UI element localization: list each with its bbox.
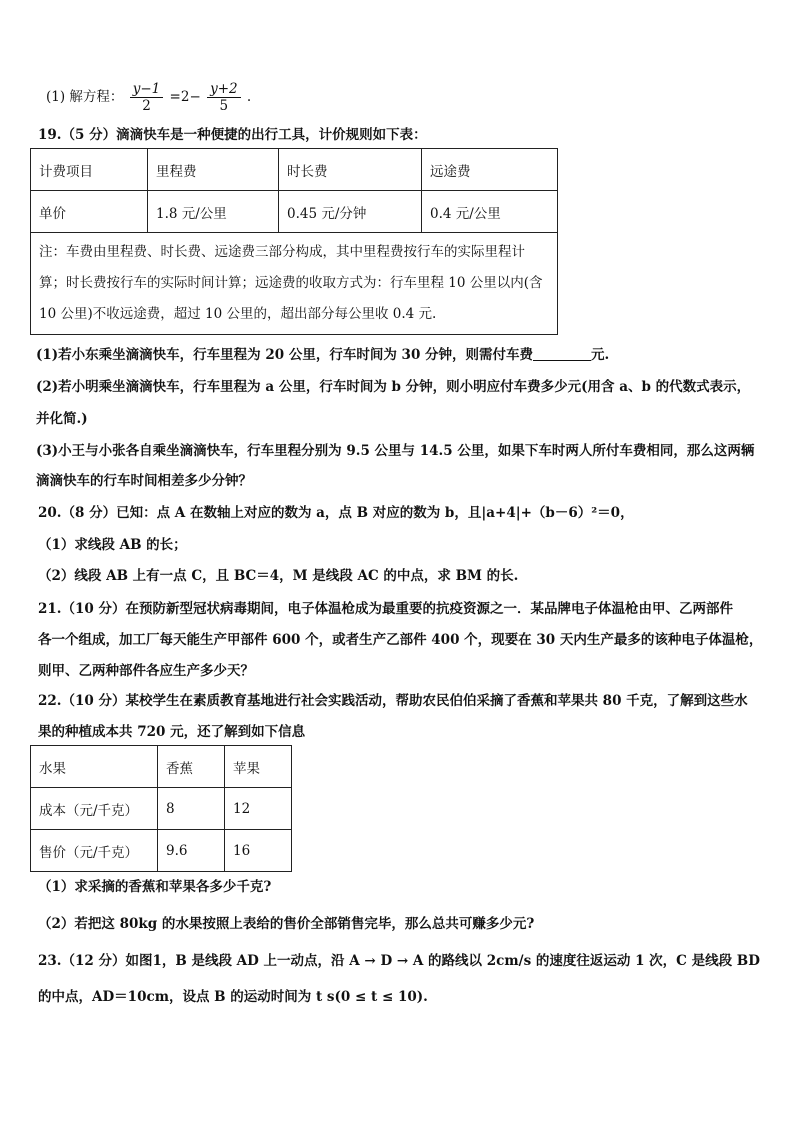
q21-line1: 21.（10 分）在预防新型冠状病毒期间，电子体温枪成为最重要的抗疫资源之一．某品牌电子体温枪由甲、乙两部件	[38, 601, 733, 617]
q19-intro: 19.（5 分）滴滴快车是一种便捷的出行工具，计价规则如下表：	[38, 127, 427, 143]
table-cell: 水果	[31, 746, 158, 788]
table-cell: 时长费	[279, 149, 422, 191]
table-cell: 里程费	[148, 149, 279, 191]
q23-line2: 的中点，AD＝10cm，设点 B 的运动时间为 t s(0 ≤ t ≤ 10).	[38, 989, 428, 1005]
q19-part3-line1: (3)小王与小张各自乘坐滴滴快车，行车里程分别为 9.5 公里与 14.5 公里，如果下车时两人所付车费相同，那么这两辆	[36, 443, 755, 459]
q22-line2: 果的种植成本共 720 元，还了解到如下信息	[38, 724, 306, 740]
q19-part2-line2: 并化简.)	[36, 411, 88, 427]
table-row	[31, 830, 292, 872]
fruit-table	[30, 745, 292, 872]
fraction-left: $\frac{y-1}{2}$	[130, 81, 164, 114]
table-cell: 香蕉	[158, 746, 225, 788]
q23-line1: 23.（12 分）如图1，B 是线段 AD 上一动点，沿 A → D → A 的路线以 2cm/s 的速度往返运动 1 次，C 是线段 BD	[38, 953, 760, 969]
q20-intro: 20.（8 分）已知：点 A 在数轴上对应的数为 a，点 B 对应的数为 b，且|a+4|+（b－6）²＝0，	[38, 505, 634, 521]
table-cell: 远途费	[422, 149, 558, 191]
q18-label: (1) 解方程：	[46, 89, 124, 105]
q19-part1: (1)若小东乘坐滴滴快车，行车里程为 20 公里，行车时间为 30 分钟，则需付车费 元.	[36, 347, 610, 363]
q20-part1: （1）求线段 AB 的长；	[38, 537, 187, 553]
table-row	[31, 233, 558, 335]
table-cell: 0.45 元/分钟	[279, 191, 422, 233]
q19-part2-line1: (2)若小明乘坐滴滴快车，行车里程为 a 公里，行车时间为 b 分钟，则小明应付车费多少元(用含 a、b 的代数式表示，	[36, 379, 751, 395]
table-cell: 成本（元/千克）	[31, 788, 158, 830]
table-row	[31, 149, 558, 191]
table-cell: 苹果	[225, 746, 292, 788]
q22-part2: （2）若把这 80kg 的水果按照上表给的售价全部销售完毕，那么总共可赚多少元?	[38, 916, 535, 932]
q22-line1: 22.（10 分）某校学生在素质教育基地进行社会实践活动，帮助农民伯伯采摘了香蕉和苹果共 80 千克，了解到这些水	[38, 693, 748, 709]
table-cell: 单价	[31, 191, 148, 233]
fee-note: 注：车费由里程费、时长费、远途费三部分构成，其中里程费按行车的实际里程计算；时长费按行车的实际时间计算；远途费的收取方式为：行车里程 10 公里以内(含 10 公里)不收远途费，超过 10 公里的，超出部分每公里收 0.4 元.	[31, 233, 558, 335]
table-row	[31, 746, 292, 788]
q21-line3: 则甲、乙两种部件各应生产多少天？	[38, 663, 254, 679]
table-row	[31, 788, 292, 830]
fraction-right: $\frac{y+2}{5}$	[207, 81, 241, 114]
q21-line2: 各一个组成，加工厂每天能生产甲部件 600 个，或者生产乙部件 400 个，现要在 30 天内生产最多的该种电子体温枪，	[38, 632, 763, 648]
table-cell: 售价（元/千克）	[31, 830, 158, 872]
fee-table	[30, 148, 558, 335]
q19-part3-line2: 滴滴快车的行车时间相差多少分钟？	[36, 473, 252, 489]
table-cell: 计费项目	[31, 149, 148, 191]
table-cell: 12	[225, 788, 292, 830]
table-cell: 0.4 元/公里	[422, 191, 558, 233]
table-cell: 9.6	[158, 830, 225, 872]
table-row	[31, 191, 558, 233]
q22-part1: （1）求采摘的香蕉和苹果各多少千克?	[38, 879, 272, 895]
table-cell: 8	[158, 788, 225, 830]
q18-equation: (1) 解方程： $\frac{y-1}{2}$ =2− $\frac{y+2}{5}$ .	[46, 81, 252, 114]
answer-blank	[533, 346, 591, 361]
table-cell: 1.8 元/公里	[148, 191, 279, 233]
table-cell: 16	[225, 830, 292, 872]
q20-part2: （2）线段 AB 上有一点 C，且 BC＝4，M 是线段 AC 的中点，求 BM 的长.	[38, 568, 519, 584]
